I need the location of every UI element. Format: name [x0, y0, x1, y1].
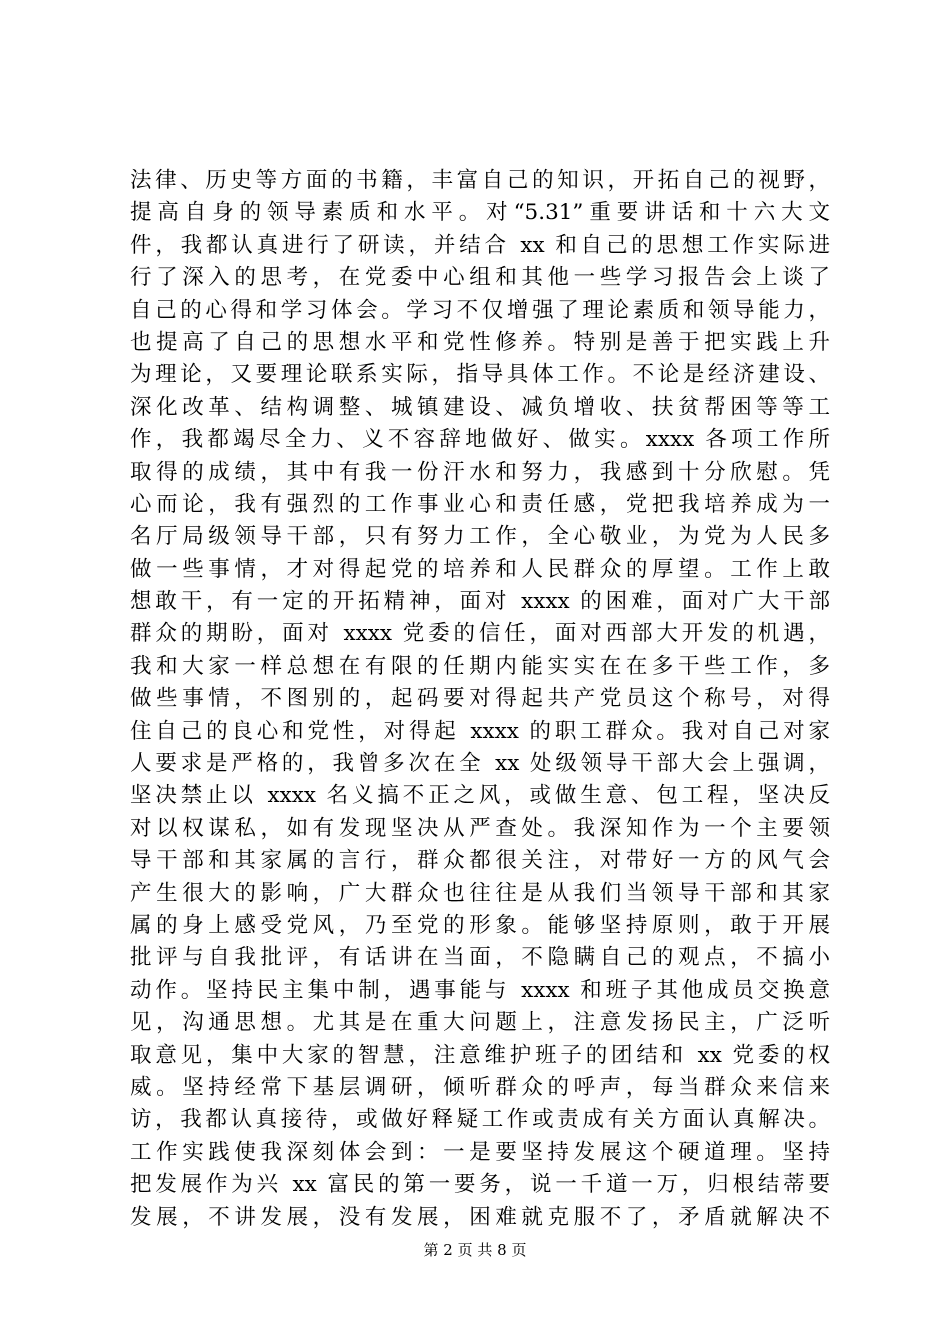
text-line: 产生很大的影响，广大群众也往往是从我们当领导干部和其家	[130, 880, 830, 906]
text-line: 提高自身的领导素质和水平。对“5.31”重要讲话和十六大文	[130, 200, 830, 226]
text-line: 把发展作为兴 xx 富民的第一要务，说一千道一万，归根结蒂要	[130, 1172, 830, 1198]
text-line: 自己的心得和学习体会。学习不仅增强了理论素质和领导能力，	[130, 297, 830, 323]
text-line: 想敢干，有一定的开拓精神，面对 xxxx 的困难，面对广大干部	[130, 589, 830, 615]
text-line: 坚决禁止以 xxxx 名义搞不正之风，或做生意、包工程，坚决反	[130, 783, 830, 809]
text-line: 发展，不讲发展，没有发展，困难就克服不了，矛盾就解决不	[130, 1204, 830, 1230]
text-line: 取意见，集中大家的智慧，注意维护班子的团结和 xx 党委的权	[130, 1042, 830, 1068]
text-line: 心而论，我有强烈的工作事业心和责任感，党把我培养成为一	[130, 491, 830, 517]
text-line: 对以权谋私，如有发现坚决从严查处。我深知作为一个主要领	[130, 815, 830, 841]
page-footer	[0, 1240, 950, 1260]
text-line: 做一些事情，才对得起党的培养和人民群众的厚望。工作上敢	[130, 556, 830, 582]
text-line: 取得的成绩，其中有我一份汗水和努力，我感到十分欣慰。凭	[130, 459, 830, 485]
text-line: 作，我都竭尽全力、义不容辞地做好、做实。xxxx 各项工作所	[130, 427, 830, 453]
text-line: 为理论，又要理论联系实际，指导具体工作。不论是经济建设、	[130, 362, 830, 388]
body-text	[130, 165, 830, 1234]
text-line: 法律、历史等方面的书籍，丰富自己的知识，开拓自己的视野，	[130, 168, 830, 193]
text-line: 名厅局级领导干部，只有努力工作，全心敬业，为党为人民多	[130, 524, 830, 550]
text-line: 我和大家一样总想在有限的任期内能实实在在多干些工作，多	[130, 653, 830, 679]
text-line: 住自己的良心和党性，对得起 xxxx 的职工群众。我对自己对家	[130, 718, 830, 744]
text-line: 行了深入的思考，在党委中心组和其他一些学习报告会上谈了	[130, 265, 830, 291]
text-line: 威。坚持经常下基层调研，倾听群众的呼声，每当群众来信来	[130, 1074, 830, 1100]
text-line: 人要求是严格的，我曾多次在全 xx 处级领导干部大会上强调，	[130, 751, 830, 777]
text-line: 访，我都认真接待，或做好释疑工作或责成有关方面认真解决。	[130, 1107, 830, 1133]
text-line: 导干部和其家属的言行，群众都很关注，对带好一方的风气会	[130, 848, 830, 874]
text-line: 群众的期盼，面对 xxxx 党委的信任，面对西部大开发的机遇，	[130, 621, 830, 647]
text-line: 批评与自我批评，有话讲在当面，不隐瞒自己的观点，不搞小	[130, 945, 830, 971]
text-line: 也提高了自己的思想水平和党性修养。特别是善于把实践上升	[130, 329, 830, 355]
text-line: 深化改革、结构调整、城镇建设、减负增收、扶贫帮困等等工	[130, 394, 830, 420]
text-line: 见，沟通思想。尤其是在重大问题上，注意发扬民主，广泛听	[130, 1010, 830, 1036]
text-line: 做些事情，不图别的，起码要对得起共产党员这个称号，对得	[130, 686, 830, 712]
text-line: 件，我都认真进行了研读，并结合 xx 和自己的思想工作实际进	[130, 232, 830, 258]
page-number: 第 2 页 共 8 页	[423, 1241, 527, 1259]
text-line: 属的身上感受党风，乃至党的形象。能够坚持原则，敢于开展	[130, 912, 830, 938]
text-line: 工作实践使我深刻体会到：一是要坚持发展这个硬道理。坚持	[130, 1139, 830, 1165]
text-line: 动作。坚持民主集中制，遇事能与 xxxx 和班子其他成员交换意	[130, 977, 830, 1003]
